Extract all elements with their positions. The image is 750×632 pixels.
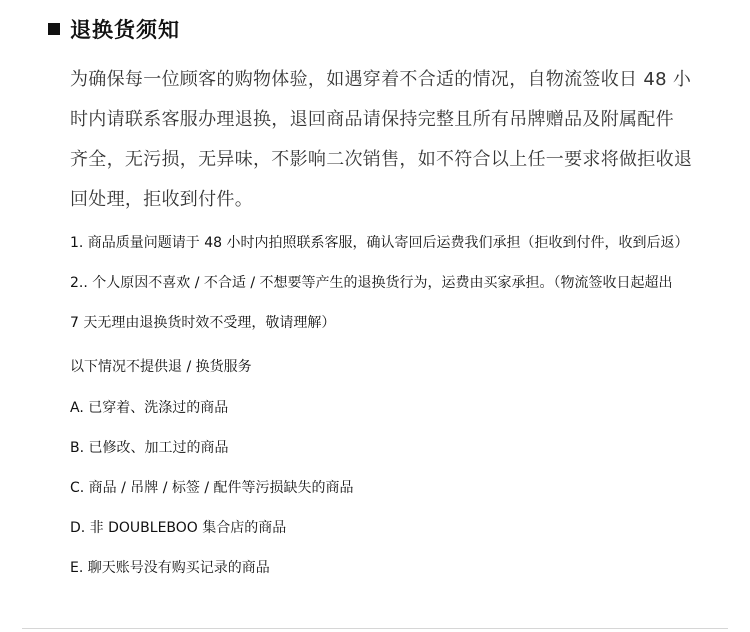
exclusion-item: A. 已穿着、洗涤过的商品 — [70, 400, 229, 416]
exclusion-item: C. 商品 / 吊牌 / 标签 / 配件等污损缺失的商品 — [70, 480, 354, 496]
intro-line: 回处理，拒收到付件。 — [70, 189, 253, 210]
exclusions-heading: 以下情况不提供退 / 换货服务 — [70, 359, 252, 375]
exclusion-item: B. 已修改、加工过的商品 — [70, 440, 229, 456]
page-title: 退换货须知 — [70, 18, 180, 42]
rule-personal-reason: 2.. 个人原因不喜欢 / 不合适 / 不想要等产生的退换货行为，运费由买家承担。（物流签收日起超出 — [70, 275, 673, 291]
intro-line: 齐全，无污损，无异味，不影响二次销售，如不符合以上任一要求将做拒收退 — [70, 149, 693, 170]
exclusion-item: D. 非 DOUBLEBOO 集合店的商品 — [70, 520, 287, 536]
rule-personal-reason-continued: 7 天无理由退换货时效不受理，敬请理解） — [70, 315, 336, 331]
intro-paragraph — [70, 60, 710, 220]
section-header — [48, 12, 180, 46]
square-bullet-icon — [48, 23, 60, 35]
rule-quality-issue: 1. 商品质量问题请于 48 小时内拍照联系客服，确认寄回后运费我们承担（拒收到付件，收到后返） — [70, 235, 689, 251]
intro-line: 时内请联系客服办理退换，退回商品请保持完整且所有吊牌赠品及附属配件 — [70, 109, 674, 130]
bottom-divider — [22, 628, 728, 629]
exclusion-item: E. 聊天账号没有购买记录的商品 — [70, 560, 270, 576]
intro-line: 为确保每一位顾客的购物体验，如遇穿着不合适的情况，自物流签收日 48 小 — [70, 69, 692, 90]
